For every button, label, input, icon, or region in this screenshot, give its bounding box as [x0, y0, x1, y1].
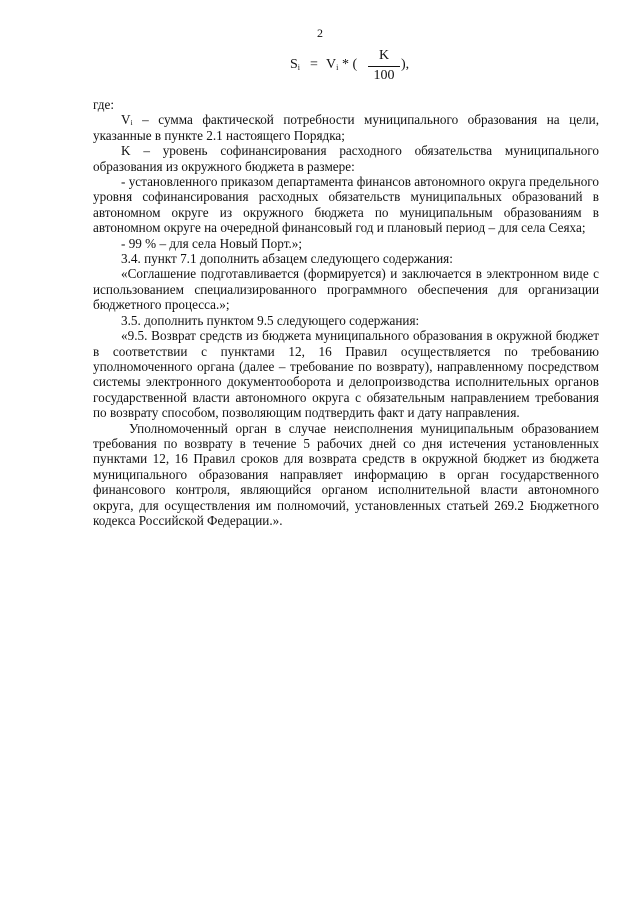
paragraph-k-level-noviy-port: - 99 % – для села Новый Порт.»;: [121, 235, 303, 251]
paragraph-k-definition: K – уровень софинансирования расходного обязательства муниципального образования из окружного бюджета в размере:: [93, 143, 599, 174]
formula-numerator: K: [378, 48, 390, 63]
formula-tail: ),: [401, 57, 410, 72]
formula-equals: =: [310, 57, 318, 72]
paragraph-agreement: «Соглашение подготавливается (формируется) и заключается в электронном виде с использованием специализированного программного обеспечения для организации бюджетного процесса.»;: [93, 266, 599, 313]
document-body: [93, 97, 599, 528]
paragraph-vi-definition: Vᵢ – сумма фактической потребности муниципального образования на цели, указанные в пункте 2.1 настоящего Порядка;: [93, 112, 599, 143]
formula: [290, 48, 420, 88]
paragraph-k-level-order: - установленного приказом департамента финансов автономного округа предельного уровня софинансирования расходных обязательств муниципальных образований в автономном округе из окружного бюджета по муниципальным образованиям в автономном округе на очередной финансовый год и плановый период – для села Сеяха;: [93, 174, 599, 236]
paragraph-where: где:: [93, 97, 114, 112]
formula-v: $V_i$: [326, 57, 339, 72]
paragraph-item-3-5: 3.5. дополнить пунктом 9.5 следующего содержания:: [121, 312, 420, 328]
paragraph-authorized-body: Уполномоченный орган в случае неисполнения муниципальным образованием требования по возврату в течение 5 рабочих дней со дня истечения установленных пунктами 12, 16 Правил сроков для возврата средств в окружной бюджет из бюджета муниципального образования направляет информацию в орган государственного финансового контроля, являющийся органом исполнительной власти автономного округа, для осуществления им полномочий, установленных статьей 269.2 Бюджетного кодекса Российской Федерации.».: [93, 420, 599, 528]
paragraph-9-5-refund: «9.5. Возврат средств из бюджета муниципального образования в окружной бюджет в соответствии с пунктами 12, 16 Правил осуществляется по требованию уполномоченного органа (далее – требование по возврату), направленному посредством системы электронного документооборота и делопроизводства исполнительных органов государственной власти автономного округа с обязательным направлением требования по возврату способом, позволяющим подтвердить факт и дату направления.: [93, 328, 599, 421]
formula-fraction-line: [368, 66, 400, 67]
formula-operator: * (: [342, 57, 358, 72]
formula-lhs: $S_i$: [290, 57, 301, 72]
paragraph-item-3-4: 3.4. пункт 7.1 дополнить абзацем следующего содержания:: [121, 251, 453, 267]
formula-denominator: 100: [373, 68, 395, 83]
page-number: 2: [317, 26, 323, 40]
